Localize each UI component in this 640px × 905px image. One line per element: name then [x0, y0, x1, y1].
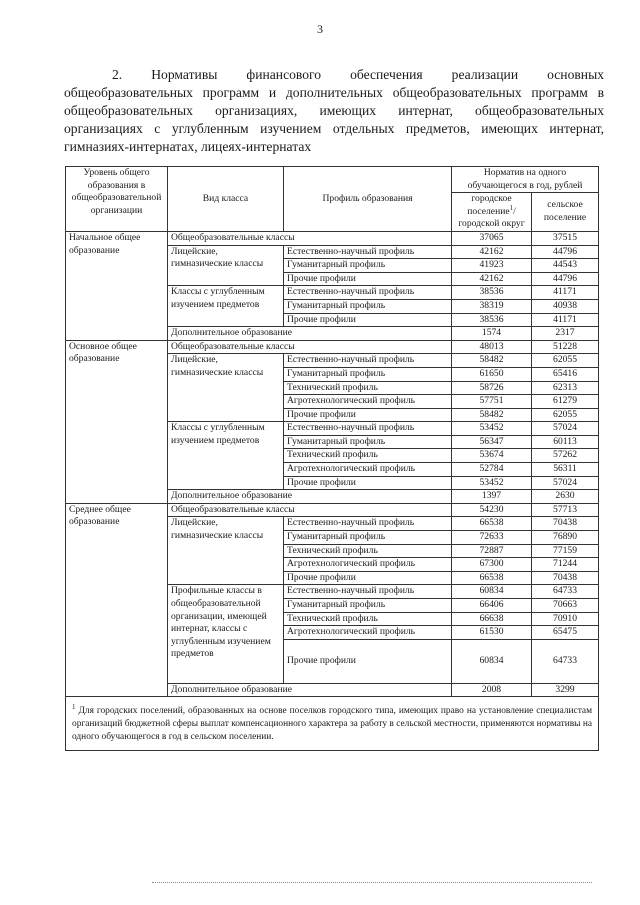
profile-cell: Гуманитарный профиль — [284, 531, 452, 545]
urban-value: 66538 — [452, 571, 532, 585]
urban-value: 52784 — [452, 463, 532, 477]
table-row — [66, 503, 599, 517]
row-label: Общеобразовательные классы — [168, 340, 452, 354]
row-label: Дополнительное образование — [168, 683, 452, 697]
urban-value: 53452 — [452, 476, 532, 490]
profile-cell: Прочие профили — [284, 639, 452, 683]
table-row — [66, 231, 599, 245]
level-cell: Начальное общее образование — [66, 231, 168, 340]
urban-value: 58726 — [452, 381, 532, 395]
profile-cell: Агротехнологический профиль — [284, 626, 452, 640]
rural-value: 37515 — [532, 231, 599, 245]
urban-value: 2008 — [452, 683, 532, 697]
header-class-type: Вид класса — [168, 167, 284, 232]
profile-cell: Прочие профили — [284, 272, 452, 286]
rural-value: 41171 — [532, 286, 599, 300]
rural-value: 57024 — [532, 476, 599, 490]
rural-value: 70438 — [532, 571, 599, 585]
rural-value: 62313 — [532, 381, 599, 395]
header-urban: городское поселение$^1$/ городской округ — [452, 193, 532, 232]
profile-cell: Естественно-научный профиль — [284, 422, 452, 436]
urban-value: 41923 — [452, 259, 532, 273]
section-heading: 2. Нормативы финансового обеспечения реализации основных общеобразовательных программ и дополнительных общеобразовательных программ в общеобразовательных организациях, имеющих интернат, общеобразовательных организациях с углубленным изучением отдельных предметов, имеющих интернат, гимназиях-интернатах, лицеях-интернатах — [64, 67, 604, 154]
profile-cell: Естественно-научный профиль — [284, 585, 452, 599]
urban-value: 56347 — [452, 435, 532, 449]
class-type-cell: Классы с углубленным изучением предметов — [168, 286, 284, 327]
profile-cell: Естественно-научный профиль — [284, 286, 452, 300]
urban-value: 54230 — [452, 503, 532, 517]
rural-value: 57713 — [532, 503, 599, 517]
footnote — [66, 697, 599, 751]
urban-value: 37065 — [452, 231, 532, 245]
level-cell: Среднее общее образование — [66, 503, 168, 697]
urban-value: 72633 — [452, 531, 532, 545]
profile-cell: Прочие профили — [284, 476, 452, 490]
rural-value: 44796 — [532, 272, 599, 286]
rural-value: 2630 — [532, 490, 599, 504]
urban-value: 53452 — [452, 422, 532, 436]
class-type-cell: Лицейские, гимназические классы — [168, 517, 284, 585]
rural-value: 3299 — [532, 683, 599, 697]
norms-table — [65, 166, 599, 751]
rural-value: 51228 — [532, 340, 599, 354]
rural-value: 44543 — [532, 259, 599, 273]
profile-cell: Технический профиль — [284, 381, 452, 395]
rural-value: 57262 — [532, 449, 599, 463]
profile-cell: Естественно-научный профиль — [284, 354, 452, 368]
rural-value: 62055 — [532, 354, 599, 368]
urban-value: 38536 — [452, 286, 532, 300]
rural-value: 2317 — [532, 327, 599, 341]
rural-value: 70910 — [532, 612, 599, 626]
urban-value: 57751 — [452, 395, 532, 409]
urban-value: 72887 — [452, 544, 532, 558]
rural-value: 65416 — [532, 367, 599, 381]
rural-value: 64733 — [532, 585, 599, 599]
urban-value: 58482 — [452, 354, 532, 368]
rural-value: 71244 — [532, 558, 599, 572]
urban-value: 67300 — [452, 558, 532, 572]
urban-value: 66406 — [452, 599, 532, 613]
rural-value: 70438 — [532, 517, 599, 531]
profile-cell: Технический профиль — [284, 612, 452, 626]
urban-value: 66538 — [452, 517, 532, 531]
profile-cell: Технический профиль — [284, 449, 452, 463]
rural-value: 57024 — [532, 422, 599, 436]
class-type-cell: Профильные классы в общеобразовательной организации, имеющей интернат, классы с углубленным изучением предметов — [168, 585, 284, 683]
urban-value: 38536 — [452, 313, 532, 327]
rural-value: 44796 — [532, 245, 599, 259]
profile-cell: Гуманитарный профиль — [284, 299, 452, 313]
row-label: Дополнительное образование — [168, 327, 452, 341]
rural-value: 77159 — [532, 544, 599, 558]
profile-cell: Гуманитарный профиль — [284, 435, 452, 449]
footnote-row — [66, 697, 599, 751]
profile-cell: Агротехнологический профиль — [284, 395, 452, 409]
header-rural: сельское поселение — [532, 193, 599, 232]
row-label: Общеобразовательные классы — [168, 231, 452, 245]
header-level: Уровень общего образования в общеобразовательной организации — [66, 167, 168, 232]
class-type-cell: Лицейские, гимназические классы — [168, 245, 284, 286]
profile-cell: Прочие профили — [284, 313, 452, 327]
profile-cell: Гуманитарный профиль — [284, 367, 452, 381]
urban-value: 66638 — [452, 612, 532, 626]
urban-value: 1397 — [452, 490, 532, 504]
profile-cell: Гуманитарный профиль — [284, 599, 452, 613]
profile-cell: Агротехнологический профиль — [284, 463, 452, 477]
urban-value: 61650 — [452, 367, 532, 381]
urban-value: 53674 — [452, 449, 532, 463]
rural-value: 61279 — [532, 395, 599, 409]
profile-cell: Технический профиль — [284, 544, 452, 558]
bottom-rule — [152, 882, 592, 883]
table-row — [66, 340, 599, 354]
profile-cell: Прочие профили — [284, 408, 452, 422]
header-profile: Профиль образования — [284, 167, 452, 232]
rural-value: 40938 — [532, 299, 599, 313]
footnote-text: Для городских поселений, образованных на основе поселков городского типа, имеющих право на установление специалистам организаций бюджетной сферы выплат компенсационного характера за работу в сельской местности, применяются нормативы на одного обучающегося в год в сельском поселении. — [72, 706, 593, 743]
urban-value: 61530 — [452, 626, 532, 640]
urban-value: 42162 — [452, 272, 532, 286]
page-number: 3 — [317, 22, 323, 36]
rural-value: 62055 — [532, 408, 599, 422]
rural-value: 76890 — [532, 531, 599, 545]
urban-value: 1574 — [452, 327, 532, 341]
profile-cell: Агротехнологический профиль — [284, 558, 452, 572]
rural-value: 56311 — [532, 463, 599, 477]
urban-value: 60834 — [452, 585, 532, 599]
urban-value: 58482 — [452, 408, 532, 422]
table-header-row — [66, 167, 599, 193]
urban-value: 42162 — [452, 245, 532, 259]
level-cell: Основное общее образование — [66, 340, 168, 503]
urban-value: 38319 — [452, 299, 532, 313]
rural-value: 65475 — [532, 626, 599, 640]
row-label: Общеобразовательные классы — [168, 503, 452, 517]
profile-cell: Естественно-научный профиль — [284, 517, 452, 531]
rural-value: 64733 — [532, 639, 599, 683]
profile-cell: Прочие профили — [284, 571, 452, 585]
profile-cell: Гуманитарный профиль — [284, 259, 452, 273]
row-label: Дополнительное образование — [168, 490, 452, 504]
profile-cell: Естественно-научный профиль — [284, 245, 452, 259]
header-norm: Норматив на одного обучающегося в год, рублей — [452, 167, 599, 193]
rural-value: 60113 — [532, 435, 599, 449]
rural-value: 70663 — [532, 599, 599, 613]
urban-value: 48013 — [452, 340, 532, 354]
footnote-mark: 1 — [72, 703, 76, 712]
class-type-cell: Классы с углубленным изучением предметов — [168, 422, 284, 490]
rural-value: 41171 — [532, 313, 599, 327]
class-type-cell: Лицейские, гимназические классы — [168, 354, 284, 422]
urban-value: 60834 — [452, 639, 532, 683]
